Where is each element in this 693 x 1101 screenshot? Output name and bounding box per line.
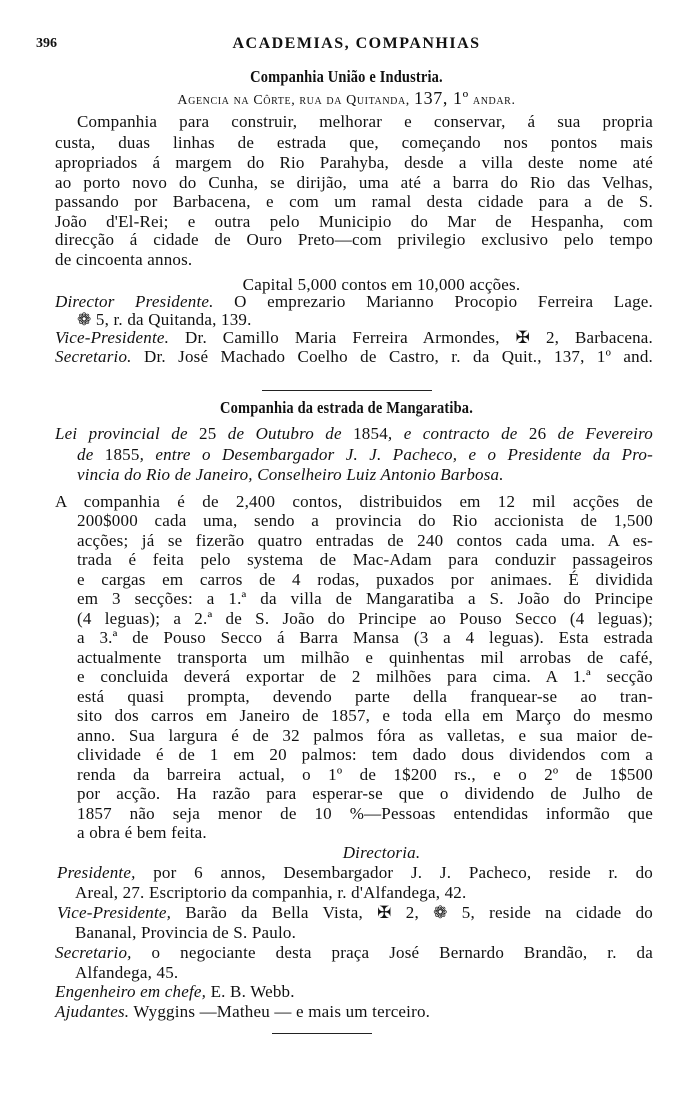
text-line [55,212,653,232]
text-line [77,570,653,590]
text-segment: custa, duas linhas de estrada que, começando nos pontos mais [55,133,653,152]
italic-label: vincia do Rio de Janeiro, Conselheiro Luiz Antonio Barbosa. [77,465,504,484]
text-segment: renda da barreira actual, o 1º de 1$200 rs., e o 2º de 1$500 [77,765,653,784]
text-line [77,465,653,485]
text-segment: Bananal, Provincia de S. Paulo. [75,923,297,942]
text-line [55,250,653,270]
text-segment: Companhia União e Industria. [250,67,443,86]
text-segment: 200$000 cada uma, sendo a provincia do Rio accionista de 1,500 [77,511,653,530]
italic-label: Engenheiro em chefe, [55,982,207,1001]
text-line [77,804,653,824]
text-line [75,883,653,903]
text-segment: ❁ 5, r. da Quitanda, 139. [77,310,252,329]
text-segment: está quasi prompta, devendo parte della franquear-se ao tran- [77,687,653,706]
text-segment: por 6 annos, Desembargador J. J. Pacheco, reside r. do [135,863,653,882]
italic-label: Secretario. [55,347,132,366]
text-segment: 137, 1º [414,88,469,108]
italic-label: Director Presidente. [55,292,214,311]
text-line [75,923,653,943]
text-line [55,347,653,367]
section-divider [262,390,432,392]
text-line [77,531,653,551]
text-segment: a 3.ª de Pouso Secco á Barra Mansa (3 a 4 leguas). Esta estrada [77,628,653,647]
text-segment: apropriados á margem do Rio Parahyba, desde a villa deste nome até [55,153,653,172]
text-line [77,765,653,785]
text-line [77,609,653,629]
text-line [77,628,653,648]
text-segment: e concluida deverá exportar de 2 milhões para cima. A 1.ª secção [77,667,653,686]
section-title [52,67,641,87]
italic-label: Directoria. [342,843,421,862]
text-line [77,687,653,707]
text-line [57,903,653,923]
text-segment: 1857 não seja menor de 10 %—Pessoas entendidas informão que [77,804,653,823]
text-segment: e cargas em carros de 4 rodas, puxados por animaes. É dividida [77,570,653,589]
section-subtitle [0,88,693,108]
text-line [77,667,653,687]
text-line [77,550,653,570]
text-line [55,424,653,444]
italic-label: Vice-Presidente. [55,328,170,347]
text-line [55,1002,653,1022]
italic-label: de Fevereiro [546,424,653,443]
text-line [77,784,653,804]
text-segment: Dr. Camillo Maria Ferreira Armondes, ✠ 2, Barbacena. [169,328,653,347]
text-line [55,173,653,193]
italic-label: Lei provincial de [55,424,200,443]
text-line [55,328,653,348]
text-line [77,112,653,132]
running-title: ACADEMIAS, COMPANHIAS [232,35,481,52]
italic-label: , entre o Desembargador J. J. Pacheco, e o Presidente da Pro- [139,445,653,464]
text-line [55,943,653,963]
italic-label: , e contracto de [387,424,529,443]
italic-label: Ajudantes. [55,1002,130,1021]
text-segment: 25 [199,424,217,443]
text-segment: Capital 5,000 contos em 10,000 acções. [242,275,521,294]
text-segment: Companhia para construir, melhorar e conservar, á sua propria [77,112,653,131]
text-segment: a obra é bem feita. [77,823,207,842]
italic-label: Secretario, [55,943,132,962]
text-segment: por acção. Ha razão para esperar-se que o dividendo de Julho de [77,784,653,803]
text-segment: Areal, 27. Escriptorio da companhia, r. d'Alfandega, 42. [75,883,467,902]
text-segment: acções; já se fizerão quatro entradas de 240 contos cada uma. A es- [77,531,653,550]
text-line [77,310,653,330]
text-line [55,133,653,153]
text-segment: 1854 [353,424,388,443]
text-line [77,706,653,726]
text-line [55,492,653,512]
text-segment: sito dos carros em Janeiro de 1857, e toda ella em Março do mesmo [77,706,653,725]
section-title [52,398,641,418]
text-segment: clividade é de 1 em 20 palmos: tem dado dous dividendos com a [77,745,653,764]
text-segment: o negociante desta praça José Bernardo Brandão, r. da [131,943,653,962]
text-segment: passando por Barbacena, e com um ramal desta cidade para a de S. [55,192,653,211]
text-line [77,445,653,465]
text-line [75,963,653,983]
text-line [55,292,653,312]
text-segment: andar. [468,93,516,108]
text-line [77,511,653,531]
text-line [57,863,653,883]
text-segment: de cincoenta annos. [55,250,193,269]
italic-label: Presidente, [57,863,136,882]
text-segment: Dr. José Machado Coelho de Castro, r. da Quit., 137, 1º and. [131,347,653,366]
text-segment: em 3 secções: a 1.ª da villa de Mangaratiba a S. João do Principe [77,589,653,608]
text-line [77,648,653,668]
page-number: 396 [36,36,57,51]
text-line [77,726,653,746]
text-segment: E. B. Webb. [206,982,295,1001]
text-line [77,745,653,765]
text-line [55,192,653,212]
text-segment: Alfandega, 45. [75,963,179,982]
text-segment: Wyggins —Matheu — e mais um terceiro. [129,1002,431,1021]
italic-label: de Outubro de [216,424,354,443]
text-segment: João d'El-Rei; e outra pelo Municipio do Mar de Hespanha, com [55,212,653,231]
text-line [55,230,653,250]
text-segment: 1855 [104,445,140,464]
text-line [55,982,653,1002]
text-segment: Agencia na Côrte, rua da Quitanda, [177,93,415,108]
text-line [55,153,653,173]
text-segment: trada é feita pelo systema de Mac-Adam para conduzir passageiros [77,550,653,569]
text-line [0,843,693,863]
text-segment: O emprezario Marianno Procopio Ferreira Lage. [213,292,653,311]
text-segment: actualmente transporta um milhão e quinhentas mil arrobas de café, [77,648,653,667]
text-segment: A companhia é de 2,400 contos, distribuidos em 12 mil acções de [55,492,653,511]
section-divider [272,1033,372,1035]
text-segment: Companhia da estrada de Mangaratiba. [219,398,473,417]
text-segment: anno. Sua largura é de 32 palmos fóra as valletas, e sua maior de- [77,726,653,745]
text-line [77,589,653,609]
text-segment: 26 [528,424,547,443]
text-segment: ao porto novo do Cunha, se dirijão, uma até a barra do Rio das Velhas, [55,173,653,192]
text-segment: Barão da Bella Vista, ✠ 2, ❁ 5, reside na cidade do [171,903,653,922]
italic-label: Vice-Presidente, [57,903,172,922]
text-segment: (4 leguas); a 2.ª de S. João do Principe ao Pouso Secco (4 leguas); [77,609,653,628]
text-line [77,823,653,843]
text-segment: direcção á cidade de Ouro Preto—com privilegio exclusivo pelo tempo [55,230,653,249]
italic-label: de [77,445,105,464]
